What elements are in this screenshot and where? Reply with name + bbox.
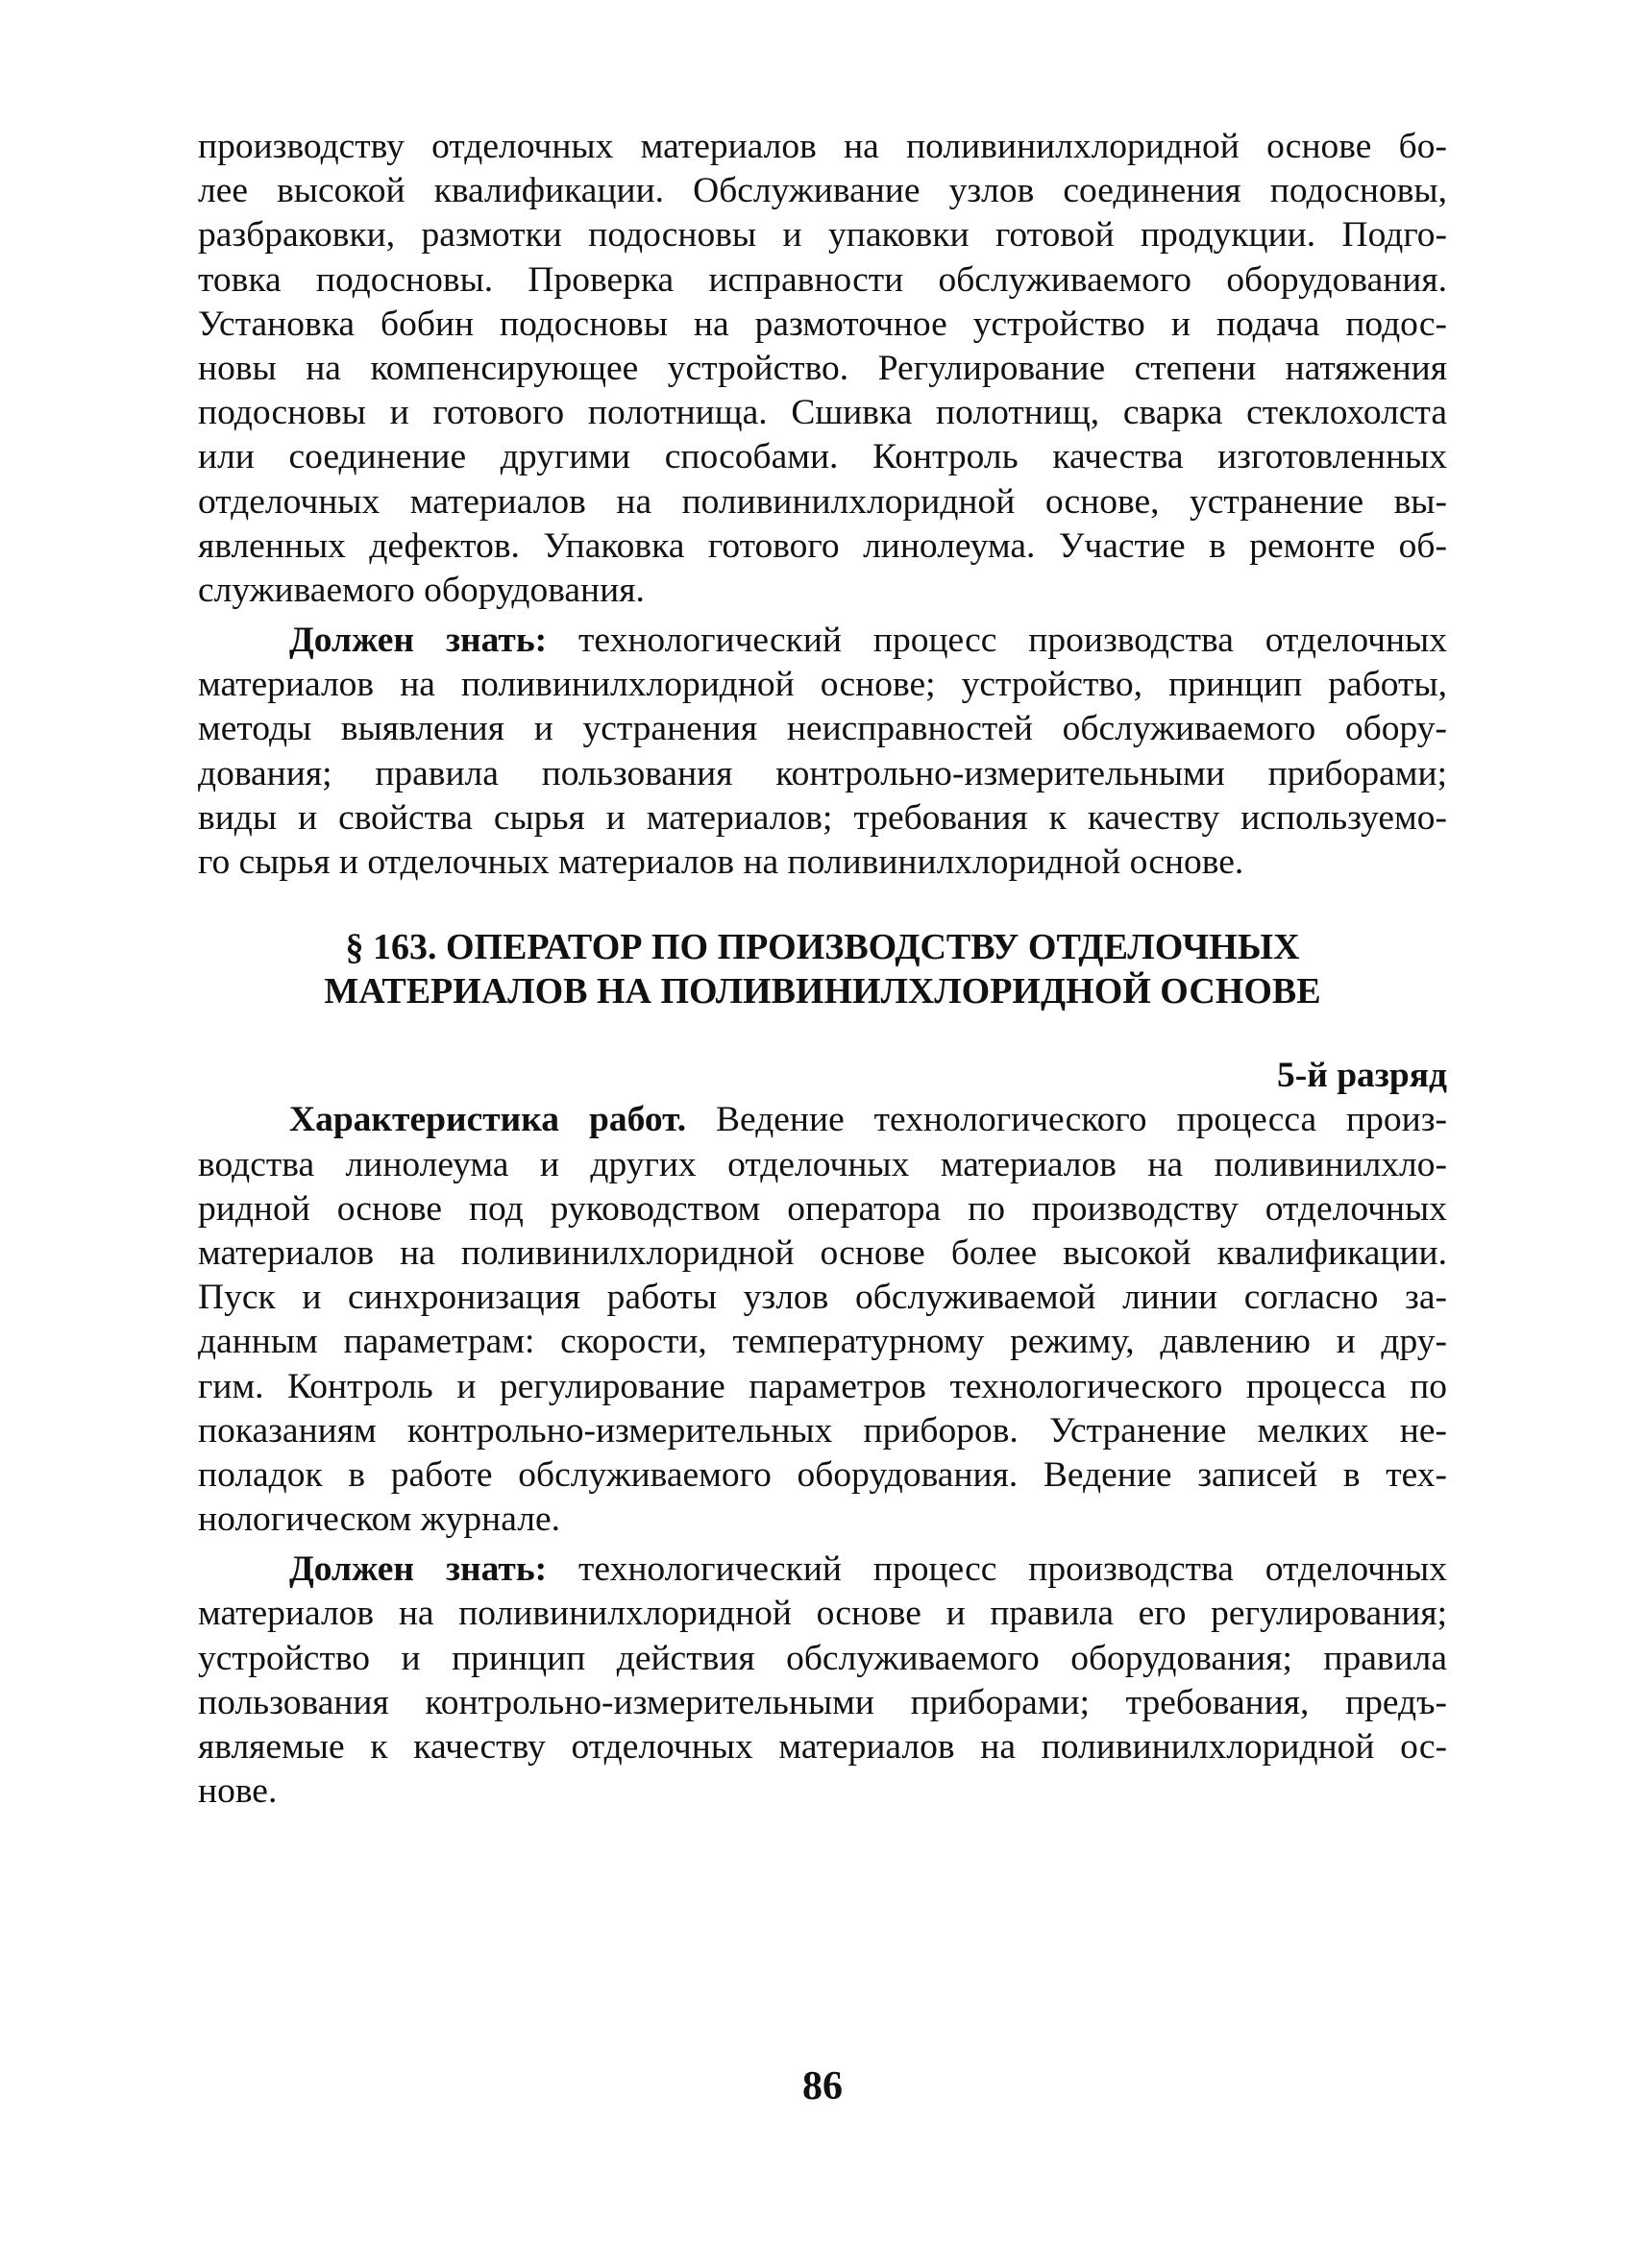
section-heading-line: § 163. ОПЕРАТОР ПО ПРОИЗВОДСТВУ ОТДЕЛОЧНЫХ [345,927,1300,968]
characteristics-paragraph [198,1098,1447,1542]
text-line: или соединение другими способами. Контроль качества изготовленных [198,437,1447,477]
text-line: производству отделочных материалов на поливинилхлоридной основе бо- [198,127,1447,166]
text-line: устройство и принцип действия обслуживаемого оборудования; правила [198,1638,1447,1678]
text-line: нове. [198,1771,278,1812]
text-line: го сырья и отделочных материалов на поливинилхлоридной основе. [198,842,1244,882]
text-line: явленных дефектов. Упаковка готового линолеума. Участие в ремонте об- [198,525,1447,566]
text-line: пользования контрольно-измерительными приборами; требования, предъ- [198,1682,1447,1722]
section-heading [198,925,1447,1013]
text-line: Установка бобин подосновы на размоточное устройство и подача подос- [198,304,1447,344]
text-line: дования; правила пользования контрольно-измерительными приборами; [198,753,1447,793]
must-know-first-line: технологический процесс производства отделочных [547,1549,1447,1590]
page-content [198,125,1447,1814]
text-line: товка подосновы. Проверка исправности обслуживаемого оборудования. [198,259,1447,300]
characteristics-first-line: Ведение технологического процесса произ- [686,1100,1447,1140]
grade-label: 5-й разряд [1276,1056,1447,1096]
page-number: 86 [802,2064,843,2109]
must-know-first-line: технологический процесс производства отделочных [547,621,1447,661]
paragraph-continuation [198,125,1447,613]
text-line: гим. Контроль и регулирование параметров технологического процесса по [198,1366,1447,1406]
must-know-label: Должен знать: [289,1549,548,1590]
text-line: показаниям контрольно-измерительных приборов. Устранение мелких не- [198,1410,1447,1451]
text-line [198,1548,1447,1592]
text-line: лее высокой квалификации. Обслуживание узлов соединения подосновы, [198,171,1447,211]
must-know-paragraph-2 [198,1548,1447,1814]
text-line: водства линолеума и других отделочных материалов на поливинилхло- [198,1144,1447,1184]
text-line: методы выявления и устранения неисправностей обслуживаемого обору- [198,709,1447,749]
text-line: служиваемого оборудования. [198,570,645,610]
must-know-label: Должен знать: [289,621,548,661]
characteristics-label: Характеристика работ. [289,1100,687,1140]
text-line: данным параметрам: скорости, температурному режиму, давлению и дру- [198,1322,1447,1362]
section-heading-line: МАТЕРИАЛОВ НА ПОЛИВИНИЛХЛОРИДНОЙ ОСНОВЕ [324,971,1321,1012]
text-line [198,619,1447,663]
text-line: ридной основе под руководством оператора по производству отделочных [198,1188,1447,1229]
text-line: Пуск и синхронизация работы узлов обслуживаемой линии согласно за- [198,1278,1447,1318]
text-line: отделочных материалов на поливинилхлоридной основе, устранение вы- [198,481,1447,522]
text-line: материалов на поливинилхлоридной основе и правила его регулирования; [198,1594,1447,1634]
text-line: виды и свойства сырья и материалов; требования к качеству используемо- [198,797,1447,838]
must-know-paragraph-1 [198,619,1447,885]
text-line: поладок в работе обслуживаемого оборудования. Ведение записей в тех- [198,1454,1447,1495]
text-line: разбраковки, размотки подосновы и упаковки готовой продукции. Подго- [198,215,1447,256]
text-line: подосновы и готового полотнища. Сшивка полотнищ, сварка стеклохолста [198,393,1447,433]
text-line [198,1098,1447,1142]
text-line: материалов на поливинилхлоридной основе более высокой квалификации. [198,1232,1447,1273]
text-line: материалов на поливинилхлоридной основе; устройство, принцип работы, [198,665,1447,705]
text-line: являемые к качеству отделочных материалов на поливинилхлоридной ос- [198,1727,1447,1767]
text-line: нологическом журнале. [198,1500,560,1540]
text-line: новы на компенсирующее устройство. Регулирование степени натяжения [198,348,1447,388]
